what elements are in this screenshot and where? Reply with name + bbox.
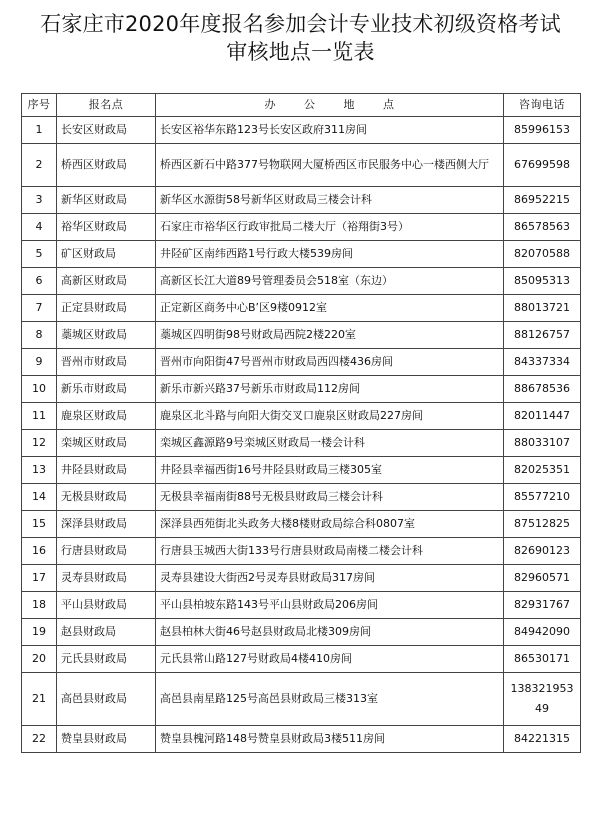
cell-name: 无极县财政局: [57, 484, 156, 511]
cell-no: 11: [22, 403, 57, 430]
cell-phone: 85996153: [504, 117, 581, 144]
cell-no: 10: [22, 376, 57, 403]
cell-phone: 87512825: [504, 511, 581, 538]
cell-name: 鹿泉区财政局: [57, 403, 156, 430]
cell-no: 8: [22, 322, 57, 349]
cell-address: 元氏县常山路127号财政局4楼410房间: [156, 646, 504, 673]
cell-address: 新华区水源街58号新华区财政局三楼会计科: [156, 187, 504, 214]
cell-phone: 67699598: [504, 144, 581, 187]
cell-address: 井陉县幸福西街16号井陉县财政局三楼305室: [156, 457, 504, 484]
table-row: [22, 376, 581, 403]
cell-name: 裕华区财政局: [57, 214, 156, 241]
cell-address: 石家庄市裕华区行政审批局二楼大厅（裕翔街3号）: [156, 214, 504, 241]
cell-address: 桥西区新石中路377号物联网大厦桥西区市民服务中心一楼西侧大厅: [156, 144, 504, 187]
cell-no: 12: [22, 430, 57, 457]
cell-name: 桥西区财政局: [57, 144, 156, 187]
cell-address: 正定新区商务中心B’区9楼0912室: [156, 295, 504, 322]
table-row: [22, 565, 581, 592]
cell-phone: 85577210: [504, 484, 581, 511]
table-header-row: [22, 94, 581, 117]
cell-address: 高邑县南星路125号高邑县财政局三楼313室: [156, 673, 504, 726]
cell-phone: 86578563: [504, 214, 581, 241]
cell-no: 3: [22, 187, 57, 214]
cell-name: 赵县财政局: [57, 619, 156, 646]
table-row: [22, 430, 581, 457]
cell-address: 行唐县玉城西大街133号行唐县财政局南楼二楼会计科: [156, 538, 504, 565]
title-line-1: 石家庄市2020年度报名参加会计专业技术初级资格考试: [40, 12, 561, 36]
table-row: [22, 268, 581, 295]
cell-name: 深泽县财政局: [57, 511, 156, 538]
table-row: [22, 403, 581, 430]
cell-name: 栾城区财政局: [57, 430, 156, 457]
cell-name: 元氏县财政局: [57, 646, 156, 673]
cell-name: 长安区财政局: [57, 117, 156, 144]
table-row: [22, 646, 581, 673]
cell-phone: 86530171: [504, 646, 581, 673]
cell-phone: 82960571: [504, 565, 581, 592]
cell-name: 新华区财政局: [57, 187, 156, 214]
table-row: [22, 214, 581, 241]
cell-phone: 82931767: [504, 592, 581, 619]
cell-name: 行唐县财政局: [57, 538, 156, 565]
cell-no: 16: [22, 538, 57, 565]
cell-phone: 84221315: [504, 726, 581, 753]
header-address: 办 公 地 点: [156, 94, 504, 117]
cell-name: 晋州市财政局: [57, 349, 156, 376]
cell-phone: [504, 673, 581, 726]
cell-phone: 82690123: [504, 538, 581, 565]
cell-address: 井陉矿区南纬西路1号行政大楼539房间: [156, 241, 504, 268]
cell-no: 6: [22, 268, 57, 295]
table-row: [22, 117, 581, 144]
cell-phone: 88678536: [504, 376, 581, 403]
cell-no: 14: [22, 484, 57, 511]
cell-name: 新乐市财政局: [57, 376, 156, 403]
cell-address: 栾城区鑫源路9号栾城区财政局一楼会计科: [156, 430, 504, 457]
cell-no: 4: [22, 214, 57, 241]
table-row: [22, 241, 581, 268]
cell-phone: 82025351: [504, 457, 581, 484]
cell-no: 2: [22, 144, 57, 187]
cell-phone: 86952215: [504, 187, 581, 214]
cell-name: 高邑县财政局: [57, 673, 156, 726]
phone-line-2: 49: [535, 702, 549, 715]
table-row: [22, 538, 581, 565]
cell-address: 鹿泉区北斗路与向阳大街交叉口鹿泉区财政局227房间: [156, 403, 504, 430]
cell-no: 9: [22, 349, 57, 376]
cell-no: 15: [22, 511, 57, 538]
cell-no: 18: [22, 592, 57, 619]
cell-phone: 85095313: [504, 268, 581, 295]
cell-address: 无极县幸福南街88号无极县财政局三楼会计科: [156, 484, 504, 511]
cell-name: 灵寿县财政局: [57, 565, 156, 592]
cell-address: 新乐市新兴路37号新乐市财政局112房间: [156, 376, 504, 403]
cell-phone: 84942090: [504, 619, 581, 646]
table-row: [22, 726, 581, 753]
cell-address: 赞皇县槐河路148号赞皇县财政局3楼511房间: [156, 726, 504, 753]
cell-address: 高新区长江大道89号管理委员会518室（东边）: [156, 268, 504, 295]
table-row: [22, 187, 581, 214]
cell-no: 7: [22, 295, 57, 322]
cell-no: 21: [22, 673, 57, 726]
cell-phone: 82070588: [504, 241, 581, 268]
cell-address: 平山县柏坡东路143号平山县财政局206房间: [156, 592, 504, 619]
cell-address: 长安区裕华东路123号长安区政府311房间: [156, 117, 504, 144]
cell-no: 13: [22, 457, 57, 484]
exam-sites-table: [21, 93, 581, 753]
header-name: 报名点: [57, 94, 156, 117]
cell-phone: 82011447: [504, 403, 581, 430]
header-phone: 咨询电话: [504, 94, 581, 117]
cell-no: 22: [22, 726, 57, 753]
header-no: 序号: [22, 94, 57, 117]
title-line-2: 审核地点一览表: [226, 40, 375, 64]
phone-line-1: 138321953: [510, 682, 574, 695]
cell-address: 藁城区四明街98号财政局西院2楼220室: [156, 322, 504, 349]
table-row: [22, 295, 581, 322]
cell-address: 赵县柏林大街46号赵县财政局北楼309房间: [156, 619, 504, 646]
table-row: [22, 144, 581, 187]
table-row: [22, 511, 581, 538]
cell-name: 矿区财政局: [57, 241, 156, 268]
cell-phone: 84337334: [504, 349, 581, 376]
cell-phone: 88013721: [504, 295, 581, 322]
cell-name: 高新区财政局: [57, 268, 156, 295]
cell-address: 晋州市向阳街47号晋州市财政局西四楼436房间: [156, 349, 504, 376]
cell-name: 赞皇县财政局: [57, 726, 156, 753]
cell-name: 正定县财政局: [57, 295, 156, 322]
cell-name: 井陉县财政局: [57, 457, 156, 484]
cell-no: 20: [22, 646, 57, 673]
cell-no: 5: [22, 241, 57, 268]
cell-no: 17: [22, 565, 57, 592]
table-row: [22, 457, 581, 484]
cell-phone: 88126757: [504, 322, 581, 349]
cell-name: 平山县财政局: [57, 592, 156, 619]
table-row: [22, 322, 581, 349]
table-row: [22, 673, 581, 726]
table-row: [22, 349, 581, 376]
cell-address: 灵寿县建设大街西2号灵寿县财政局317房间: [156, 565, 504, 592]
cell-phone: 88033107: [504, 430, 581, 457]
cell-name: 藁城区财政局: [57, 322, 156, 349]
table-row: [22, 484, 581, 511]
document-title: [0, 10, 601, 66]
cell-address: 深泽县西苑街北头政务大楼8楼财政局综合科0807室: [156, 511, 504, 538]
cell-no: 1: [22, 117, 57, 144]
table-row: [22, 619, 581, 646]
cell-no: 19: [22, 619, 57, 646]
table-row: [22, 592, 581, 619]
